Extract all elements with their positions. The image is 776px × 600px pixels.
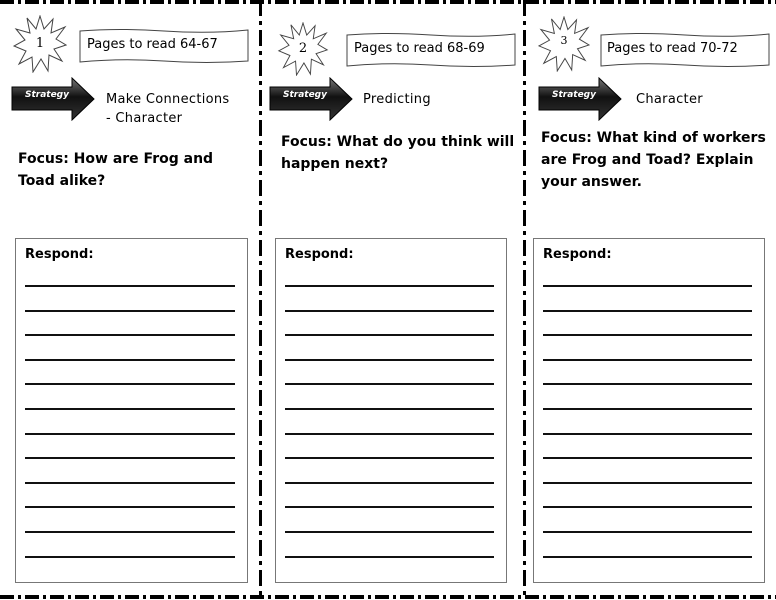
focus-line: Focus: How are Frog and <box>18 151 214 167</box>
pages-banner <box>346 32 516 68</box>
strategy-text <box>106 90 230 128</box>
writing-line <box>25 506 235 508</box>
strategy-line: Character <box>636 92 703 107</box>
writing-line <box>543 482 752 484</box>
respond-label: Respond: <box>285 247 354 262</box>
section-1 <box>0 0 259 600</box>
writing-line <box>285 556 494 558</box>
writing-line <box>543 556 752 558</box>
writing-line <box>285 285 494 287</box>
respond-box[interactable] <box>275 238 507 583</box>
writing-line <box>285 433 494 435</box>
writing-line <box>285 408 494 410</box>
focus-line: Toad alike? <box>18 173 106 189</box>
writing-line <box>25 383 235 385</box>
writing-line <box>25 457 235 459</box>
section-number: 1 <box>35 36 45 51</box>
writing-line <box>25 482 235 484</box>
writing-line <box>543 334 752 336</box>
pages-to-read: Pages to read 70-72 <box>607 41 738 56</box>
writing-line <box>543 310 752 312</box>
focus-line: Focus: What do you think will <box>281 134 515 150</box>
writing-line <box>543 285 752 287</box>
section-2 <box>262 0 523 600</box>
strategy-arrow <box>11 77 95 121</box>
strategy-label: Strategy <box>24 90 69 100</box>
strategy-line: - Character <box>106 111 183 126</box>
writing-line <box>285 531 494 533</box>
writing-line <box>543 506 752 508</box>
writing-line <box>285 334 494 336</box>
focus-line: happen next? <box>281 156 389 172</box>
writing-line <box>543 359 752 361</box>
star-badge <box>538 16 590 72</box>
focus-line: your answer. <box>541 174 642 190</box>
writing-line <box>25 408 235 410</box>
writing-line <box>543 408 752 410</box>
writing-line <box>25 433 235 435</box>
writing-line <box>285 457 494 459</box>
pages-banner <box>599 32 771 68</box>
writing-line <box>25 310 235 312</box>
respond-box[interactable] <box>15 238 248 583</box>
writing-line <box>25 334 235 336</box>
focus-question <box>541 127 766 193</box>
writing-line <box>25 285 235 287</box>
strategy-label: Strategy <box>282 90 327 100</box>
star-badge <box>277 22 329 76</box>
focus-line: are Frog and Toad? Explain <box>541 152 754 168</box>
writing-line <box>285 359 494 361</box>
focus-question <box>18 148 213 192</box>
strategy-label: Strategy <box>551 90 596 100</box>
pages-to-read: Pages to read 64-67 <box>87 37 218 52</box>
writing-line <box>543 531 752 533</box>
strategy-text <box>636 90 703 109</box>
respond-box[interactable] <box>533 238 765 583</box>
star-badge <box>13 15 67 73</box>
writing-line <box>543 383 752 385</box>
writing-line <box>285 482 494 484</box>
focus-line: Focus: What kind of workers <box>541 130 766 146</box>
respond-label: Respond: <box>543 247 612 262</box>
strategy-text <box>363 90 431 109</box>
writing-line <box>543 457 752 459</box>
strategy-line: Predicting <box>363 92 431 107</box>
writing-line <box>543 433 752 435</box>
section-3 <box>526 0 776 600</box>
focus-question <box>281 131 514 175</box>
pages-banner <box>79 28 249 64</box>
writing-line <box>25 359 235 361</box>
writing-line <box>25 531 235 533</box>
strategy-arrow <box>269 77 353 121</box>
section-number: 2 <box>298 41 308 56</box>
writing-line <box>285 383 494 385</box>
section-number: 3 <box>560 34 568 47</box>
writing-line <box>25 556 235 558</box>
respond-label: Respond: <box>25 247 94 262</box>
strategy-line: Make Connections <box>106 92 230 107</box>
writing-line <box>285 506 494 508</box>
pages-to-read: Pages to read 68-69 <box>354 41 485 56</box>
strategy-arrow <box>538 77 622 121</box>
writing-line <box>285 310 494 312</box>
